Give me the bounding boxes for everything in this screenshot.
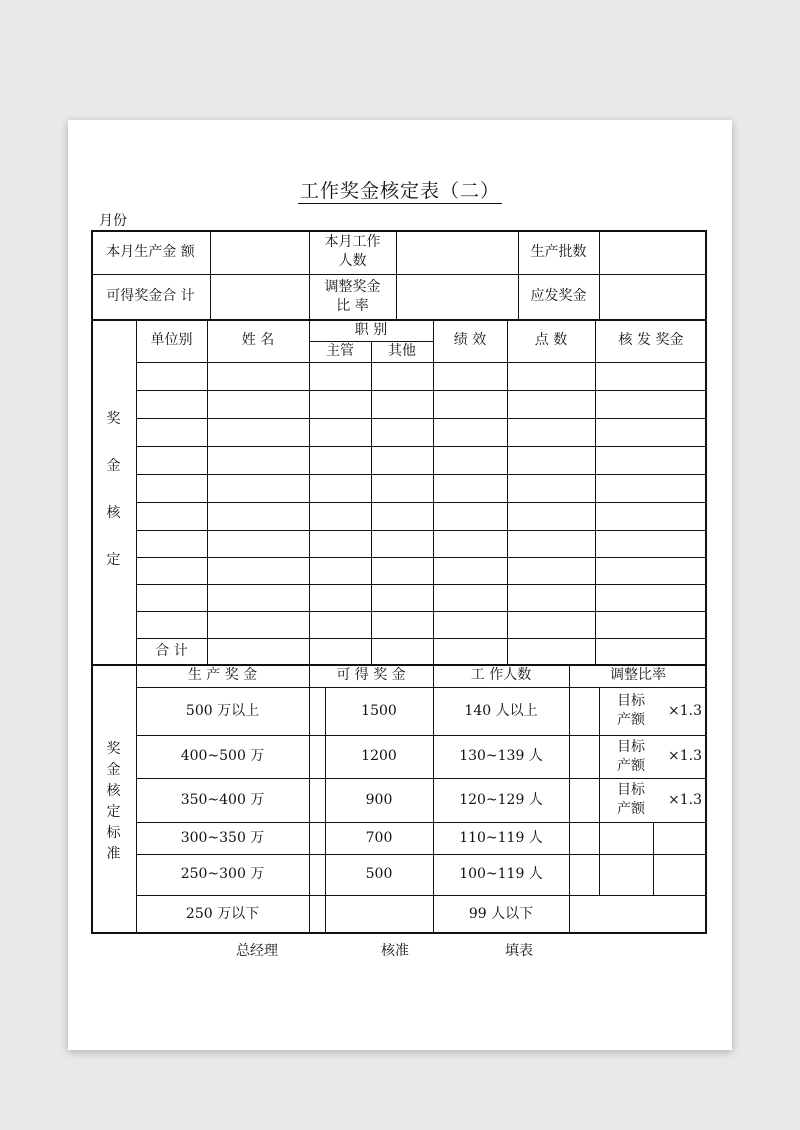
col-production-bonus: 生 产 奖 金 [187,667,258,684]
field-monthly-workers[interactable] [396,230,518,274]
std-production: 250~300 万 [180,866,265,883]
rule [136,446,707,447]
side-char: 金 [106,458,121,475]
month-label: 月份 [99,213,127,229]
side-char: 定 [106,804,121,820]
side-char: 核 [106,783,121,799]
label-monthly-production: 本月生产金 额 [106,243,195,260]
title-text: 工作奖金核定表（二） [299,180,500,202]
rule [136,390,707,391]
col-bonus: 核 发 奖金 [618,332,684,349]
side-char: 核 [106,505,121,522]
std-production: 300~350 万 [180,829,265,846]
std-production: 350~400 万 [180,791,265,808]
col-name: 姓 名 [241,332,275,349]
side-char: 标 [106,825,121,841]
std-bonus: 1200 [361,748,397,765]
label-production-batches: 生产批数 [530,243,587,260]
label-adjust-bonus-ratio: 调整奖金 比 率 [324,278,381,314]
col-performance: 绩 效 [453,332,487,349]
section1-side-label [91,410,136,570]
side-char: 奖 [106,411,121,427]
std-ratio: ×1.3 [668,702,702,719]
field-payable-bonus[interactable] [599,274,707,319]
footer-general-manager: 总经理 [236,943,278,959]
field-production-batches[interactable] [599,230,707,274]
std-bonus: 700 [365,829,393,846]
col-unit: 单位别 [150,332,193,349]
label-monthly-workers: 本月工作 人数 [324,234,381,269]
rule [136,319,137,664]
rule [136,530,707,531]
rule [507,319,508,664]
std-production: 250 万以下 [185,906,260,923]
std-bonus [325,895,433,934]
field-available-bonus-total[interactable] [210,274,309,319]
field-monthly-production[interactable] [210,230,309,274]
std-workers: 100~119 人 [459,866,543,883]
std-production: 400~500 万 [180,748,265,765]
rule [653,822,654,895]
side-char: 定 [106,552,121,569]
rule [569,664,570,934]
col-workers: 工 作人数 [470,667,532,684]
col-other: 其他 [388,343,416,360]
rule [207,319,208,664]
std-ratio: ×1.3 [668,791,702,808]
std-target: 目标 产额 [617,738,645,774]
rule [136,362,707,363]
std-production: 500 万以上 [185,702,260,719]
std-bonus: 500 [365,866,393,883]
rule [595,319,596,664]
col-points: 点 数 [534,332,568,349]
std-workers: 140 人以上 [464,702,538,719]
rule [136,584,707,585]
rule [136,418,707,419]
field-adjust-bonus-ratio[interactable] [396,274,518,319]
col-manager: 主管 [326,343,354,360]
std-workers: 130~139 人 [459,748,543,765]
side-char: 金 [106,762,121,778]
label-payable-bonus: 应发奖金 [530,288,587,305]
std-workers: 110~119 人 [459,829,543,846]
label-available-bonus-total: 可得奖金合 计 [106,288,195,305]
std-workers: 99 人以下 [468,906,534,923]
rule [136,638,707,639]
std-ratio: ×1.3 [668,748,702,765]
side-char: 准 [106,846,121,862]
footer-fill: 填表 [505,943,533,959]
footer-approve: 核准 [381,943,409,959]
std-target: 目标 产额 [617,693,645,728]
std-bonus: 900 [365,791,393,808]
rule [309,664,310,934]
rule [433,319,434,664]
section2-side-label [91,738,136,866]
col-available-bonus: 可 得 奖 金 [336,667,406,684]
col-adjust-ratio: 调整比率 [610,667,666,684]
rule [136,502,707,503]
page-title [0,176,800,203]
rule [136,611,707,612]
std-target: 目标 产额 [617,782,645,817]
std-bonus: 1500 [361,702,397,719]
total-label: 合 计 [155,642,188,659]
side-char: 奖 [106,741,121,757]
rule [309,319,310,664]
std-workers: 120~129 人 [459,791,543,808]
col-position: 职 别 [354,321,388,338]
rule [136,557,707,558]
rule [136,474,707,475]
